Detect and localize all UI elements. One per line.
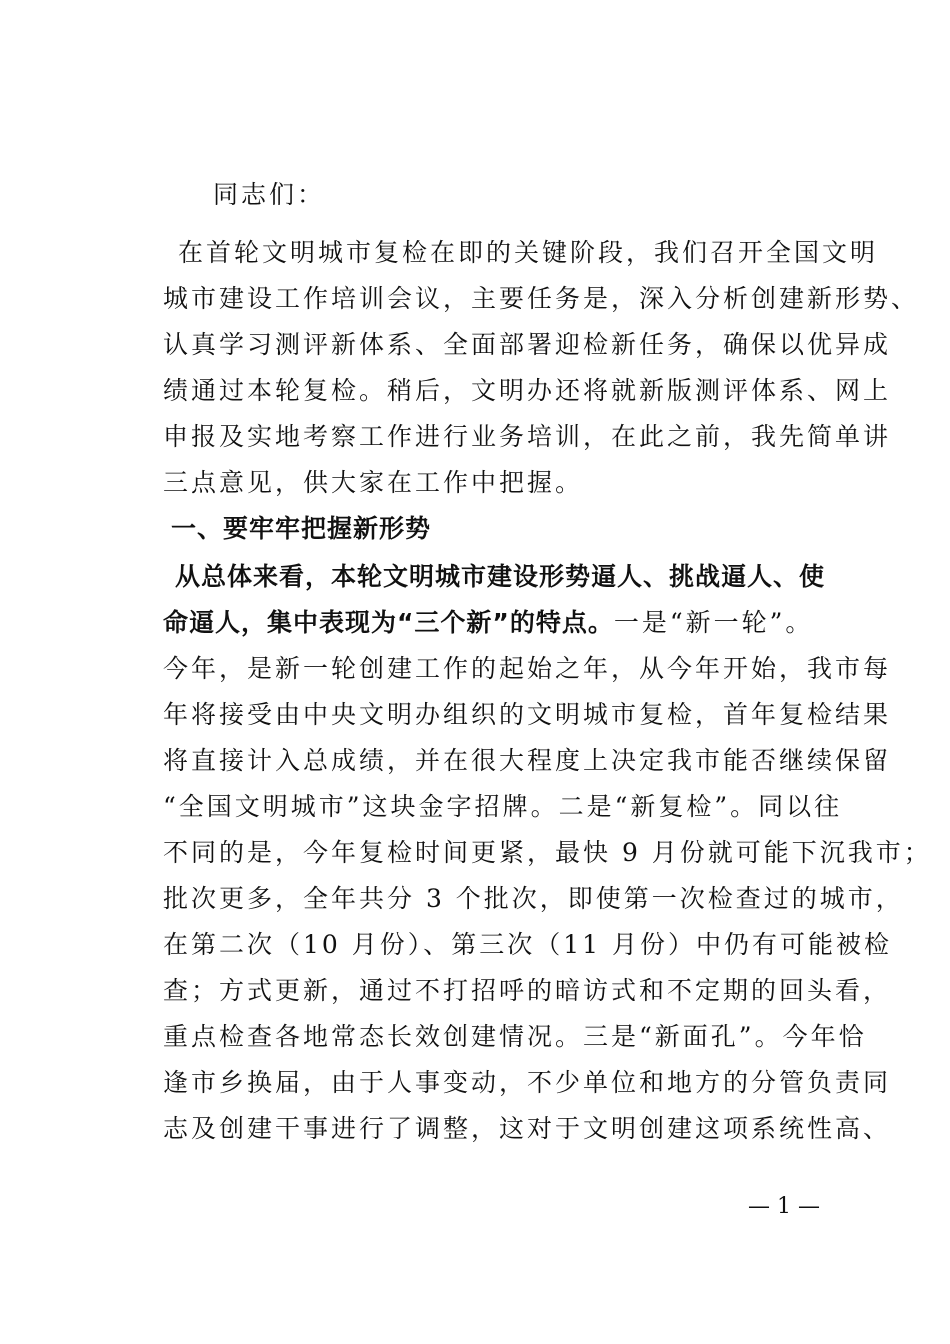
section1-bold-line-1: 从总体来看，本轮文明城市建设形势逼人、挑战逼人、使	[175, 562, 826, 591]
greeting: 同志们：	[213, 180, 326, 209]
page-number: — 1 —	[748, 1194, 820, 1219]
section1-line-2-rest: 一是“新一轮”。	[613, 608, 814, 637]
intro-line-5: 申报及实地考察工作进行业务培训，在此之前，我先简单讲	[163, 422, 892, 451]
intro-line-2: 城市建设工作培训会议，主要任务是，深入分析创建新形势、	[163, 284, 920, 313]
body-line-2: 年将接受由中央文明办组织的文明城市复检，首年复检结果	[163, 700, 892, 729]
intro-line-3: 认真学习测评新体系、全面部署迎检新任务，确保以优异成	[163, 330, 892, 359]
intro-line-6: 三点意见，供大家在工作中把握。	[163, 468, 584, 497]
body-line-6: 批次更多，全年共分 3 个批次，即使第一次检查过的城市，	[163, 884, 904, 913]
section1-bold-line-2: 命逼人，集中表现为“三个新”的特点。	[163, 608, 614, 637]
body-line-11: 志及创建干事进行了调整，这对于文明创建这项系统性高、	[163, 1114, 892, 1143]
body-line-9: 重点检查各地常态长效创建情况。三是“新面孔”。今年恰	[163, 1022, 867, 1051]
body-line-8: 查；方式更新，通过不打招呼的暗访式和不定期的回头看，	[163, 976, 892, 1005]
section1-line-2	[163, 608, 843, 638]
body-line-3: 将直接计入总成绩，并在很大程度上决定我市能否继续保留	[163, 746, 892, 775]
intro-line-4: 绩通过本轮复检。稍后，文明办还将就新版测评体系、网上	[163, 376, 892, 405]
body-line-7: 在第二次（10 月份）、第三次（11 月份）中仍有可能被检	[163, 930, 893, 959]
intro-line-1: 在首轮文明城市复检在即的关键阶段，我们召开全国文明	[178, 238, 879, 267]
body-line-10: 逢市乡换届，由于人事变动，不少单位和地方的分管负责同	[163, 1068, 892, 1097]
section-heading-1: 一、要牢牢把握新形势	[171, 514, 432, 543]
body-line-5: 不同的是，今年复检时间更紧，最快 9 月份就可能下沉我市；	[163, 838, 932, 867]
body-line-1: 今年，是新一轮创建工作的起始之年，从今年开始，我市每	[163, 654, 892, 683]
body-line-4: “全国文明城市”这块金字招牌。二是“新复检”。同以往	[163, 792, 843, 821]
